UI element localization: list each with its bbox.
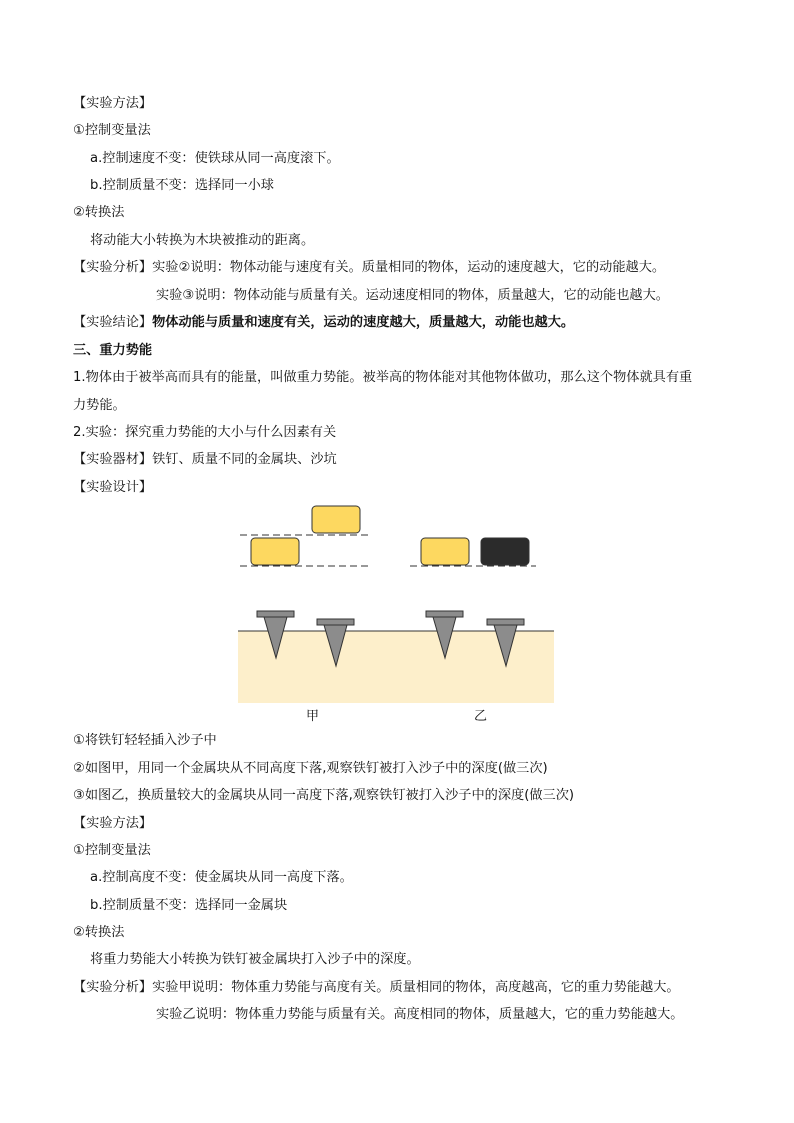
experiment-diagram [230, 500, 570, 730]
conclusion-label: 【实验结论】 [73, 315, 153, 330]
definition-line-1: 1.物体由于被举高而具有的能量，叫做重力势能。被举高的物体能对其他物体做功，那么这个物体就具有重 [73, 370, 693, 385]
metal-block-low [251, 538, 299, 565]
analysis2-text: 实验甲说明：物体重力势能与高度有关。质量相同的物体，高度越高，它的重力势能越大。 [152, 980, 680, 995]
analysis2-line-1 [73, 978, 680, 998]
metal-block-high [312, 506, 360, 533]
method2-sub-b: b.控制质量不变：选择同一金属块 [90, 898, 288, 913]
method2-sub-a: a.控制高度不变：使金属块从同一高度下落。 [90, 870, 353, 885]
section-heading-method: 【实验方法】 [73, 96, 153, 111]
analysis-label: 【实验分析】 [73, 260, 153, 275]
method2-item-control-variable: ①控制变量法 [73, 843, 151, 858]
caption-yi: 乙 [474, 709, 488, 724]
analysis2-label: 【实验分析】 [73, 980, 153, 995]
design-step-1: ①将铁钉轻轻插入沙子中 [73, 733, 217, 748]
method-sub-b: b.控制质量不变：选择同一小球 [90, 178, 274, 193]
conversion2-text: 将重力势能大小转换为铁钉被金属块打入沙子中的深度。 [90, 952, 420, 967]
conclusion-line [73, 313, 574, 333]
section-title-gravitational: 三、重力势能 [73, 343, 153, 358]
section-heading-method-2: 【实验方法】 [73, 816, 153, 831]
conversion-text: 将动能大小转换为木块被推动的距离。 [90, 233, 315, 248]
analysis-text: 实验②说明：物体动能与速度有关。质量相同的物体，运动的速度越大，它的动能越大。 [152, 260, 666, 275]
design-step-2: ②如图甲，用同一个金属块从不同高度下落,观察铁钉被打入沙子中的深度(做三次) [73, 761, 548, 776]
equipment-line [73, 450, 337, 470]
equipment-text: 铁钉、质量不同的金属块、沙坑 [152, 452, 337, 467]
analysis-line-1 [73, 258, 665, 278]
metal-block-light [421, 538, 469, 565]
metal-block-heavy [481, 538, 529, 565]
method-item-conversion: ②转换法 [73, 205, 125, 220]
caption-jia: 甲 [306, 709, 320, 724]
equipment-label: 【实验器材】 [73, 452, 153, 467]
analysis2-line-2: 实验乙说明：物体重力势能与质量有关。高度相同的物体，质量越大，它的重力势能越大。 [156, 1007, 684, 1022]
design-step-3: ③如图乙，换质量较大的金属块从同一高度下落,观察铁钉被打入沙子中的深度(做三次) [73, 788, 575, 803]
experiment-figure [230, 500, 570, 730]
design-heading: 【实验设计】 [73, 480, 153, 495]
method-sub-a: a.控制速度不变：使铁球从同一高度滚下。 [90, 151, 340, 166]
definition-line-2: 力势能。 [73, 398, 126, 413]
method-item-control-variable: ①控制变量法 [73, 123, 151, 138]
method2-item-conversion: ②转换法 [73, 925, 125, 940]
analysis-line-2: 实验③说明：物体动能与质量有关。运动速度相同的物体，质量越大，它的动能也越大。 [156, 288, 669, 303]
experiment-title: 2.实验：探究重力势能的大小与什么因素有关 [73, 425, 337, 440]
conclusion-text: 物体动能与质量和速度有关，运动的速度越大，质量越大，动能也越大。 [152, 315, 575, 330]
